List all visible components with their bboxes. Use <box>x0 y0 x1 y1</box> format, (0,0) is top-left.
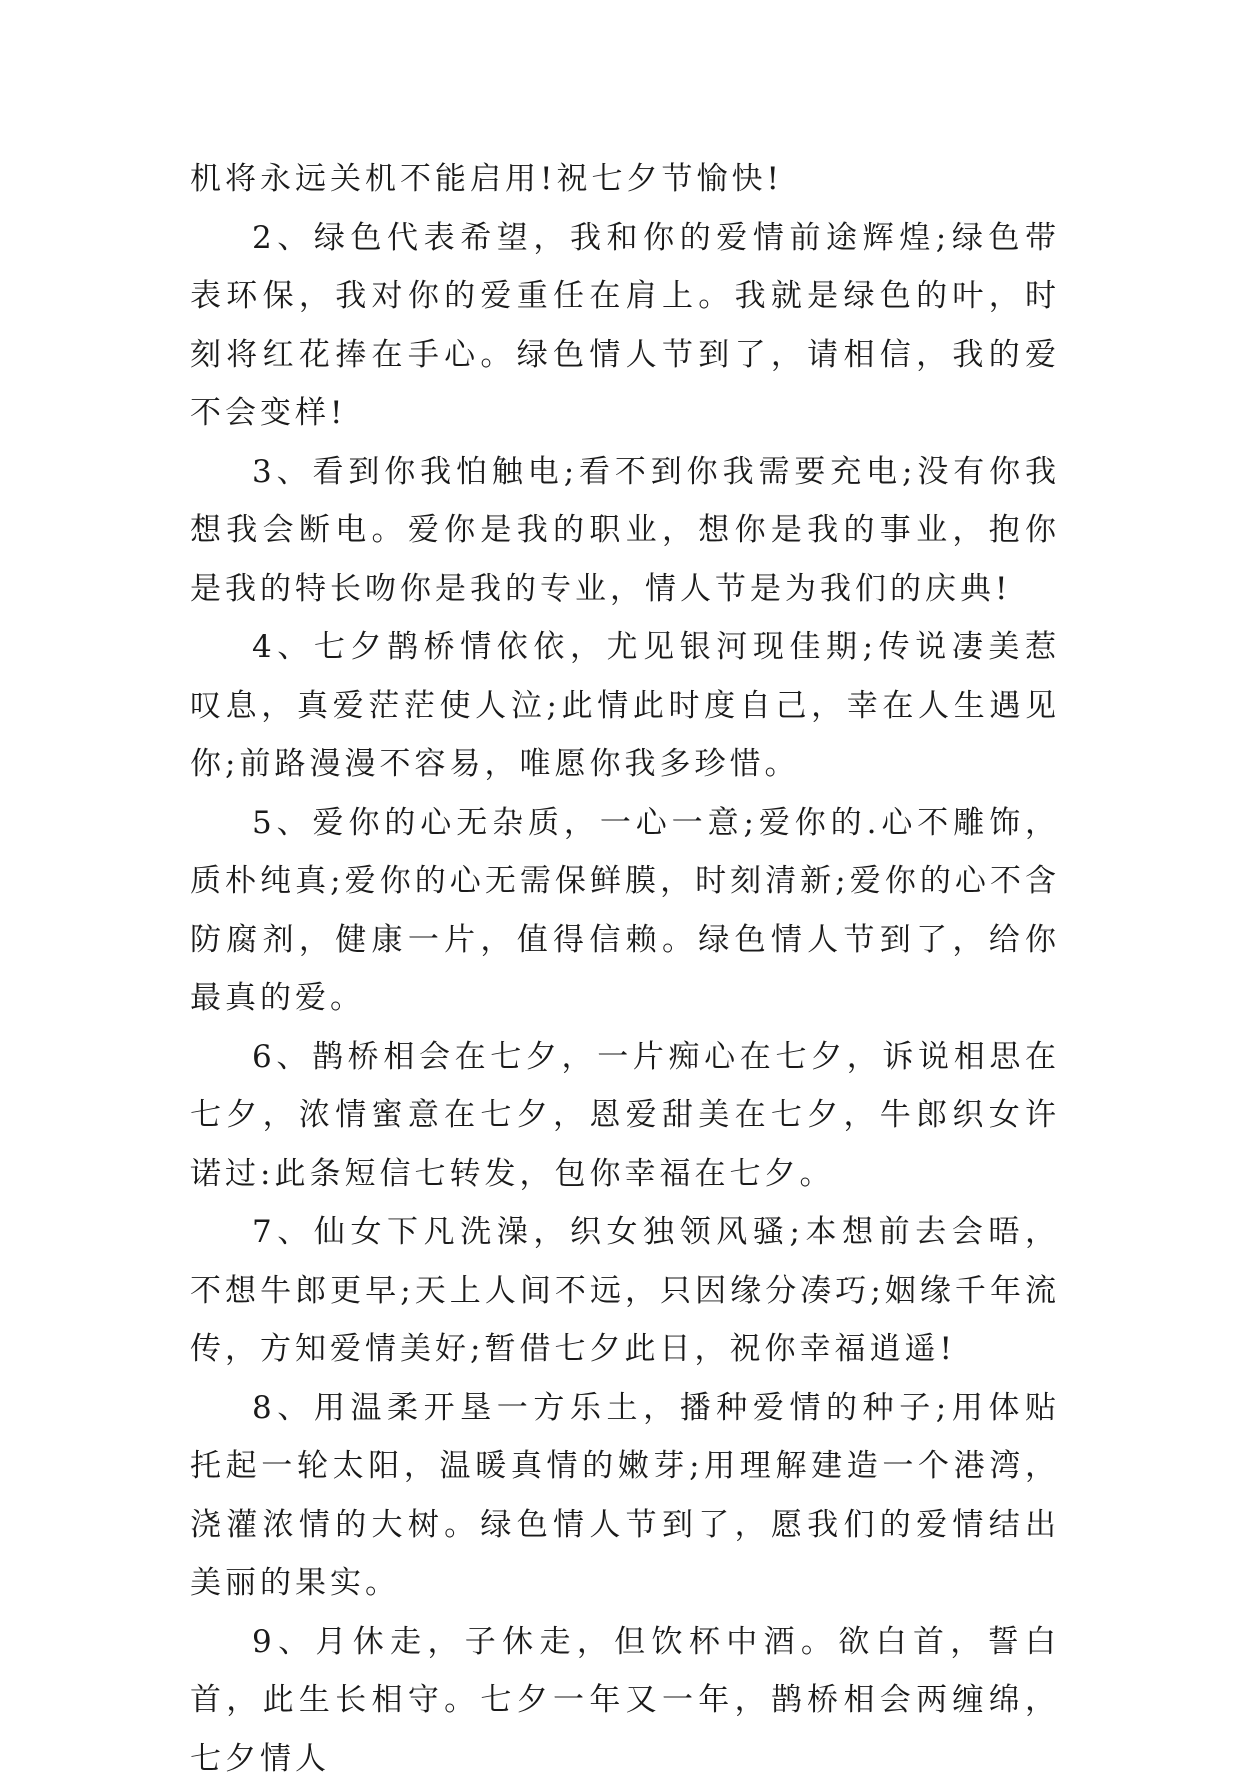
document-body <box>190 150 1060 1788</box>
paragraph-item-8: 8、用温柔开垦一方乐土，播种爱情的种子;用体贴托起一轮太阳，温暖真情的嫩芽;用理解建造一个港湾，浇灌浓情的大树。绿色情人节到了，愿我们的爱情结出美丽的果实。 <box>190 1379 1060 1613</box>
paragraph-item-5: 5、爱你的心无杂质，一心一意;爱你的.心不雕饰，质朴纯真;爱你的心无需保鲜膜，时刻清新;爱你的心不含防腐剂，健康一片，值得信赖。绿色情人节到了，给你最真的爱。 <box>190 794 1060 1028</box>
paragraph-item-6: 6、鹊桥相会在七夕，一片痴心在七夕，诉说相思在七夕，浓情蜜意在七夕，恩爱甜美在七夕，牛郎织女许诺过:此条短信七转发，包你幸福在七夕。 <box>190 1028 1060 1204</box>
paragraph-continuation: 机将永远关机不能启用!祝七夕节愉快! <box>190 150 1060 209</box>
paragraph-item-9: 9、月休走，子休走，但饮杯中酒。欲白首，誓白首，此生长相守。七夕一年又一年，鹊桥相会两缠绵，七夕情人 <box>190 1613 1060 1788</box>
paragraph-item-2: 2、绿色代表希望，我和你的爱情前途辉煌;绿色带表环保，我对你的爱重任在肩上。我就是绿色的叶，时刻将红花捧在手心。绿色情人节到了，请相信，我的爱不会变样! <box>190 209 1060 443</box>
paragraph-item-4: 4、七夕鹊桥情依依，尤见银河现佳期;传说凄美惹叹息，真爱茫茫使人泣;此情此时度自己，幸在人生遇见你;前路漫漫不容易，唯愿你我多珍惜。 <box>190 618 1060 794</box>
paragraph-item-3: 3、看到你我怕触电;看不到你我需要充电;没有你我想我会断电。爱你是我的职业，想你是我的事业，抱你是我的特长吻你是我的专业，情人节是为我们的庆典! <box>190 443 1060 619</box>
paragraph-item-7: 7、仙女下凡洗澡，织女独领风骚;本想前去会晤，不想牛郎更早;天上人间不远，只因缘分凑巧;姻缘千年流传，方知爱情美好;暂借七夕此日，祝你幸福逍遥! <box>190 1203 1060 1379</box>
